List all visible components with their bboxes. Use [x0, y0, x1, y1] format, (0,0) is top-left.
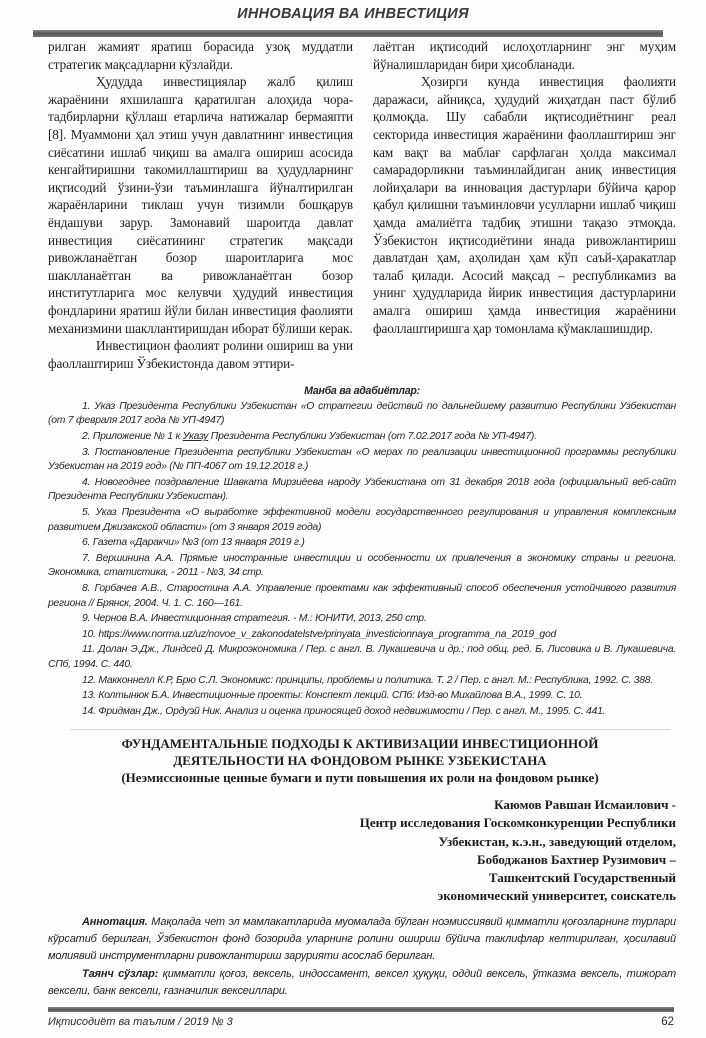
reference-text: Новогоднее поздравление Шавката Мирзиёева народу Узбекистана от 31 декабря 2018 года (официальный веб-сайт Президента Республики Узбекистан).: [48, 476, 676, 503]
footer-rule: [48, 1007, 674, 1012]
reference-text: Постановление Президента республики Узбекистан «О мерах по реализации инвестиционной программы республики Узбекистан на 2019 год» (№ ПП-4067 от 19.12.2018 г.): [48, 446, 676, 473]
footer: [48, 1016, 674, 1028]
body-columns: [48, 37, 676, 372]
author-line: Бободжанов Бахтиер Рузимович –: [477, 851, 676, 867]
reference-item: [48, 674, 676, 689]
keywords-label: Таянч сўзлар:: [82, 968, 159, 981]
annotation-text: Мақолада чет эл мамлакатларида муомалада бўлган ноэмиссиявий қимматли қоғозларнинг турлари кўрсатиб берилган, Ўзбекистон фонд бозорида уларнинг ролини ошириш бўйича таклифлар келтирилган, ҳосилавий молиявий инструментларни ривожлантириш зарурияти асослаб берилган.: [48, 916, 676, 962]
reference-item: [48, 643, 676, 672]
reference-number: 3.: [82, 446, 91, 458]
reference-link[interactable]: Указу: [182, 431, 209, 443]
paragraph: лаётган иқтисодий ислоҳотларнинг энг муҳим йўналишларидан бири ҳисобланади.: [373, 39, 676, 72]
references-title: Манба ва адабиётлар:: [304, 385, 420, 398]
page-number: 62: [661, 1016, 674, 1029]
reference-text: Вершинина А.А. Прямые иностранные инвестиции и особенности их привлечения в экономику страны и региона. Экономика, статистика, - 2011 - №3, 34 стр.: [48, 552, 676, 579]
running-head: ИННОВАЦИЯ ВА ИНВЕСТИЦИЯ: [237, 6, 469, 22]
article-subtitle: (Неэмиссионные ценные бумаги и пути повышения их роли на фондовом рынке): [121, 769, 599, 785]
body-right-column: [373, 38, 676, 372]
reference-number: 7.: [82, 552, 91, 564]
reference-item: [48, 400, 676, 429]
reference-text: Указ Президента Республики Узбекистан «О стратегии действий по дальнейшему развитию Республики Узбекистан (от 7 февраля 2017 года № УП-4947): [48, 400, 677, 427]
reference-item: [48, 628, 676, 643]
reference-text: Газета «Даракчи» №3 (от 13 января 2019 г.): [92, 537, 305, 549]
journal-name: Иқтисодиёт ва таълим / 2019 № 3: [48, 1016, 233, 1029]
author-line: Ташкентский Государственный: [488, 869, 676, 885]
body-left-column: [48, 38, 353, 372]
reference-item: [48, 476, 676, 505]
reference-item: [48, 446, 676, 475]
reference-number: 13.: [82, 690, 96, 702]
reference-text: Президента Республики Узбекистан (от 7.02.2017 года № УП-4947).: [208, 431, 537, 443]
reference-link[interactable]: https://www.norma.uz/uz/novoe_v_zakonodatelstve/prinyata_investicionnaya_programma_na_2019_god: [98, 628, 556, 640]
reference-number: 10.: [82, 628, 96, 640]
reference-item: [48, 689, 676, 704]
header-rule: [33, 30, 663, 37]
reference-number: 4.: [82, 476, 91, 488]
title-line: ДЕЯТЕЛЬНОСТИ НА ФОНДОВОМ РЫНКЕ УЗБЕКИСТАНА: [173, 752, 547, 768]
paragraph: рилган жамият яратиш борасида узоқ муддатли стратегик мақсадларни кўзлайди.: [48, 39, 353, 72]
reference-number: 11.: [82, 644, 95, 656]
references-section: [48, 384, 676, 719]
keywords: [48, 966, 676, 999]
reference-number: 14.: [82, 705, 96, 717]
reference-text: Колтынюк Б.А. Инвестиционные проекты: Конспект лекций. СПб: Изд-во Михайлова В.А., 1999. С. 10.: [98, 690, 583, 702]
reference-text: Горбачев А.В., Старостина А.А. Управление проектами как эффективный способ обеспечения устойчивого развития региона // Брянск, 2004. Ч. 1. С. 160—161.: [48, 583, 676, 609]
reference-number: 1.: [82, 400, 91, 412]
authors-block: [186, 796, 676, 905]
reference-item: [48, 582, 676, 611]
reference-number: 2.: [82, 431, 91, 443]
reference-item: [48, 612, 676, 627]
section-divider: [70, 729, 670, 730]
annotation-label: Аннотация.: [82, 916, 148, 929]
keywords-text: қимматли қоғоз, вексель, индоссамент, вексел ҳуқуқи, оддий вексель, ўтказма вексель, тижорат вексели, банк вексели, ғазначилик вексеиллари.: [48, 968, 676, 997]
author-line: Каюмов Равшан Исмаилович -: [494, 797, 676, 813]
reference-number: 6.: [82, 537, 91, 549]
references-list: [48, 400, 676, 719]
article-title: [40, 736, 680, 786]
reference-text: Фридман Дж., Ордуэй Ник. Анализ и оценка приносящей доход недвижимости / Пер. с англ. М., 1995. С. 441.: [98, 705, 606, 717]
reference-item: [48, 506, 676, 535]
paragraph: Инвестицион фаолият ролини ошириш ва уни фаоллаштириш Ўзбекистонда давом эттири-: [48, 338, 353, 371]
author-line: Узбекистан, к.э.н., заведующий отделом,: [438, 833, 676, 849]
reference-text: Чернов В.А. Инвестиционная стратегия. - М.: ЮНИТИ, 2013, 250 стр.: [92, 613, 427, 625]
reference-text: Макконнелл К.Р, Брю С.Л. Экономикс: принципы, проблемы и политика. Т. 2 / Пер. с англ. М.: Республика, 1992. С. 388.: [98, 674, 653, 686]
reference-item: [48, 430, 676, 445]
title-line: ФУНДАМЕНТАЛЬНЫЕ ПОДХОДЫ К АКТИВИЗАЦИИ ИНВЕСТИЦИОННОЙ: [121, 736, 599, 752]
reference-text: Указ Президента «О выработке эффективной модели государственного регулирования и управления комплексным развитием Джизакской области» (от 3 января 2019 года): [48, 507, 677, 533]
reference-number: 8.: [82, 583, 91, 594]
reference-number: 12.: [82, 674, 96, 686]
author-line: Центр исследования Госкомконкуренции Республики: [359, 815, 676, 831]
reference-item: [48, 552, 676, 581]
author-line: экономический университет, соискатель: [437, 888, 676, 904]
reference-text: Приложение № 1 к: [92, 431, 183, 443]
reference-number: 5.: [82, 507, 91, 519]
annotation: [48, 914, 676, 964]
reference-number: 9.: [82, 613, 91, 625]
reference-item: [48, 536, 676, 551]
reference-item: [48, 705, 676, 720]
paragraph: Ҳозирги кунда инвестиция фаолияти даражаси, айниқса, ҳудудий жиҳатдан паст бўлиб қолмоқда. Шу сабабли иқтисодиётнинг реал секторида инвестиция жараёнини фаоллаштириш энг кам вақт ва маблағ сарфлаган ҳолда максимал самарадорликни таъминлайдиган аниқ инвестиция лойиҳалари ва инновация дастурлари бўйича қарор қабул қилишни таъминловчи усулларни ишлаб чиқиш ҳамда амалиётга тадбиқ этишни тақазо этмоқда. Ўзбекистон иқтисодиётини янада ривожлантириш давлатдан ҳам, аҳолидан ҳам кўп саъй-ҳаракатлар талаб қилади. Асосий мақсад – республикамиз ва унинг ҳудудларида йирик инвестиция дастурларини амалга ошириш ҳамда инвестиция жараёнини фаоллаштиришга ҳар томонлама кўмаклашишдир.: [373, 74, 676, 336]
paragraph: Ҳудудда инвестициялар жалб қилиш жараёнини яхшилашга қаратилган алоҳида чора-тадбирларни қўллаш етарлича натижалар бермаяпти [8]. Муаммони ҳал этиш учун давлатнинг инвестиция сиёсатини ишлаб чиқиш ва амалга ошириш асосида кенгайтиришни такомиллаштириш ва ҳудудларнинг иқтисодий ўзини-ўзи таъминлашга йўналтирилган жараёнларини тиклаш учун тизимли бошқарув ёндашуви зарур. Замонавий шароитда давлат инвестиция сиёсатининг стратегик мақсади ривожланаётган бозор шароитларига мос шаклланаётган ва ривожланаётган бозор институтларига мос келувчи ҳудудий инвестиция фондларини яратиш йўли билан инвестиция фаолияти механизмини шакллантиришдан иборат бўлиши керак.: [48, 74, 353, 336]
reference-text: Долан Э.Дж., Линдсей Д. Микроэкономика / Пер. с англ. В. Лукашевича и др.; под общ. ред. Б. Лисовика и В. Лукашевича. СПб, 1994. С. 440.: [48, 644, 676, 670]
